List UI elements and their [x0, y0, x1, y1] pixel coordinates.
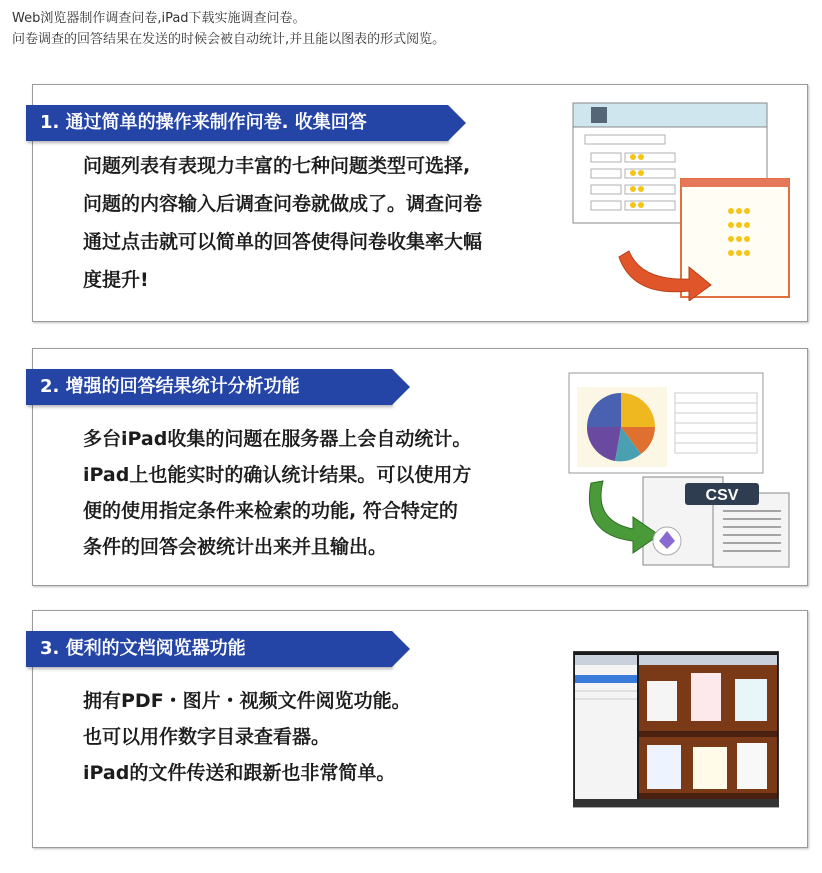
document-viewer-screenshot	[573, 651, 779, 809]
section-3-description	[83, 683, 411, 791]
section-survey-creation	[32, 84, 808, 322]
statistics-screenshot	[563, 371, 793, 571]
section-1-description	[83, 147, 482, 299]
survey-editor-screenshot	[571, 101, 791, 301]
section-1-line: 度提升!	[83, 269, 149, 291]
section-2-description	[83, 421, 471, 565]
section-3-line: iPad的文件传送和跟新也非常简单。	[83, 762, 396, 784]
section-2-line: 便的使用指定条件来检索的功能, 符合特定的	[83, 500, 458, 522]
section-2-line: 多台iPad收集的问题在服务器上会自动统计。	[83, 428, 472, 450]
intro-text	[12, 8, 445, 50]
csv-label: CSV	[705, 487, 739, 504]
intro-line-2: 问卷调查的回答结果在发送的时候会被自动统计,并且能以图表的形式阅览。	[12, 32, 446, 47]
section-3-line: 也可以用作数字目录查看器。	[83, 726, 331, 748]
section-1-title: 1. 通过简单的操作来制作问卷. 收集回答	[26, 105, 448, 141]
section-result-analysis	[32, 348, 808, 586]
section-1-line: 问题列表有表现力丰富的七种问题类型可选择,	[83, 155, 471, 177]
section-2-title: 2. 增强的回答结果统计分析功能	[26, 369, 392, 405]
section-document-viewer	[32, 610, 808, 848]
intro-line-1: Web浏览器制作调查问卷,iPad下载实施调查问卷。	[12, 11, 306, 26]
section-3-line: 拥有PDF・图片・视频文件阅览功能。	[83, 690, 411, 712]
section-2-line: iPad上也能实时的确认统计结果。可以使用方	[83, 464, 472, 486]
section-1-line: 问题的内容输入后调查问卷就做成了。调查问卷	[83, 193, 483, 215]
section-1-line: 通过点击就可以简单的回答使得问卷收集率大幅	[83, 231, 483, 253]
section-3-title: 3. 便利的文档阅览器功能	[26, 631, 392, 667]
section-2-line: 条件的回答会被统计出来并且输出。	[83, 536, 388, 558]
